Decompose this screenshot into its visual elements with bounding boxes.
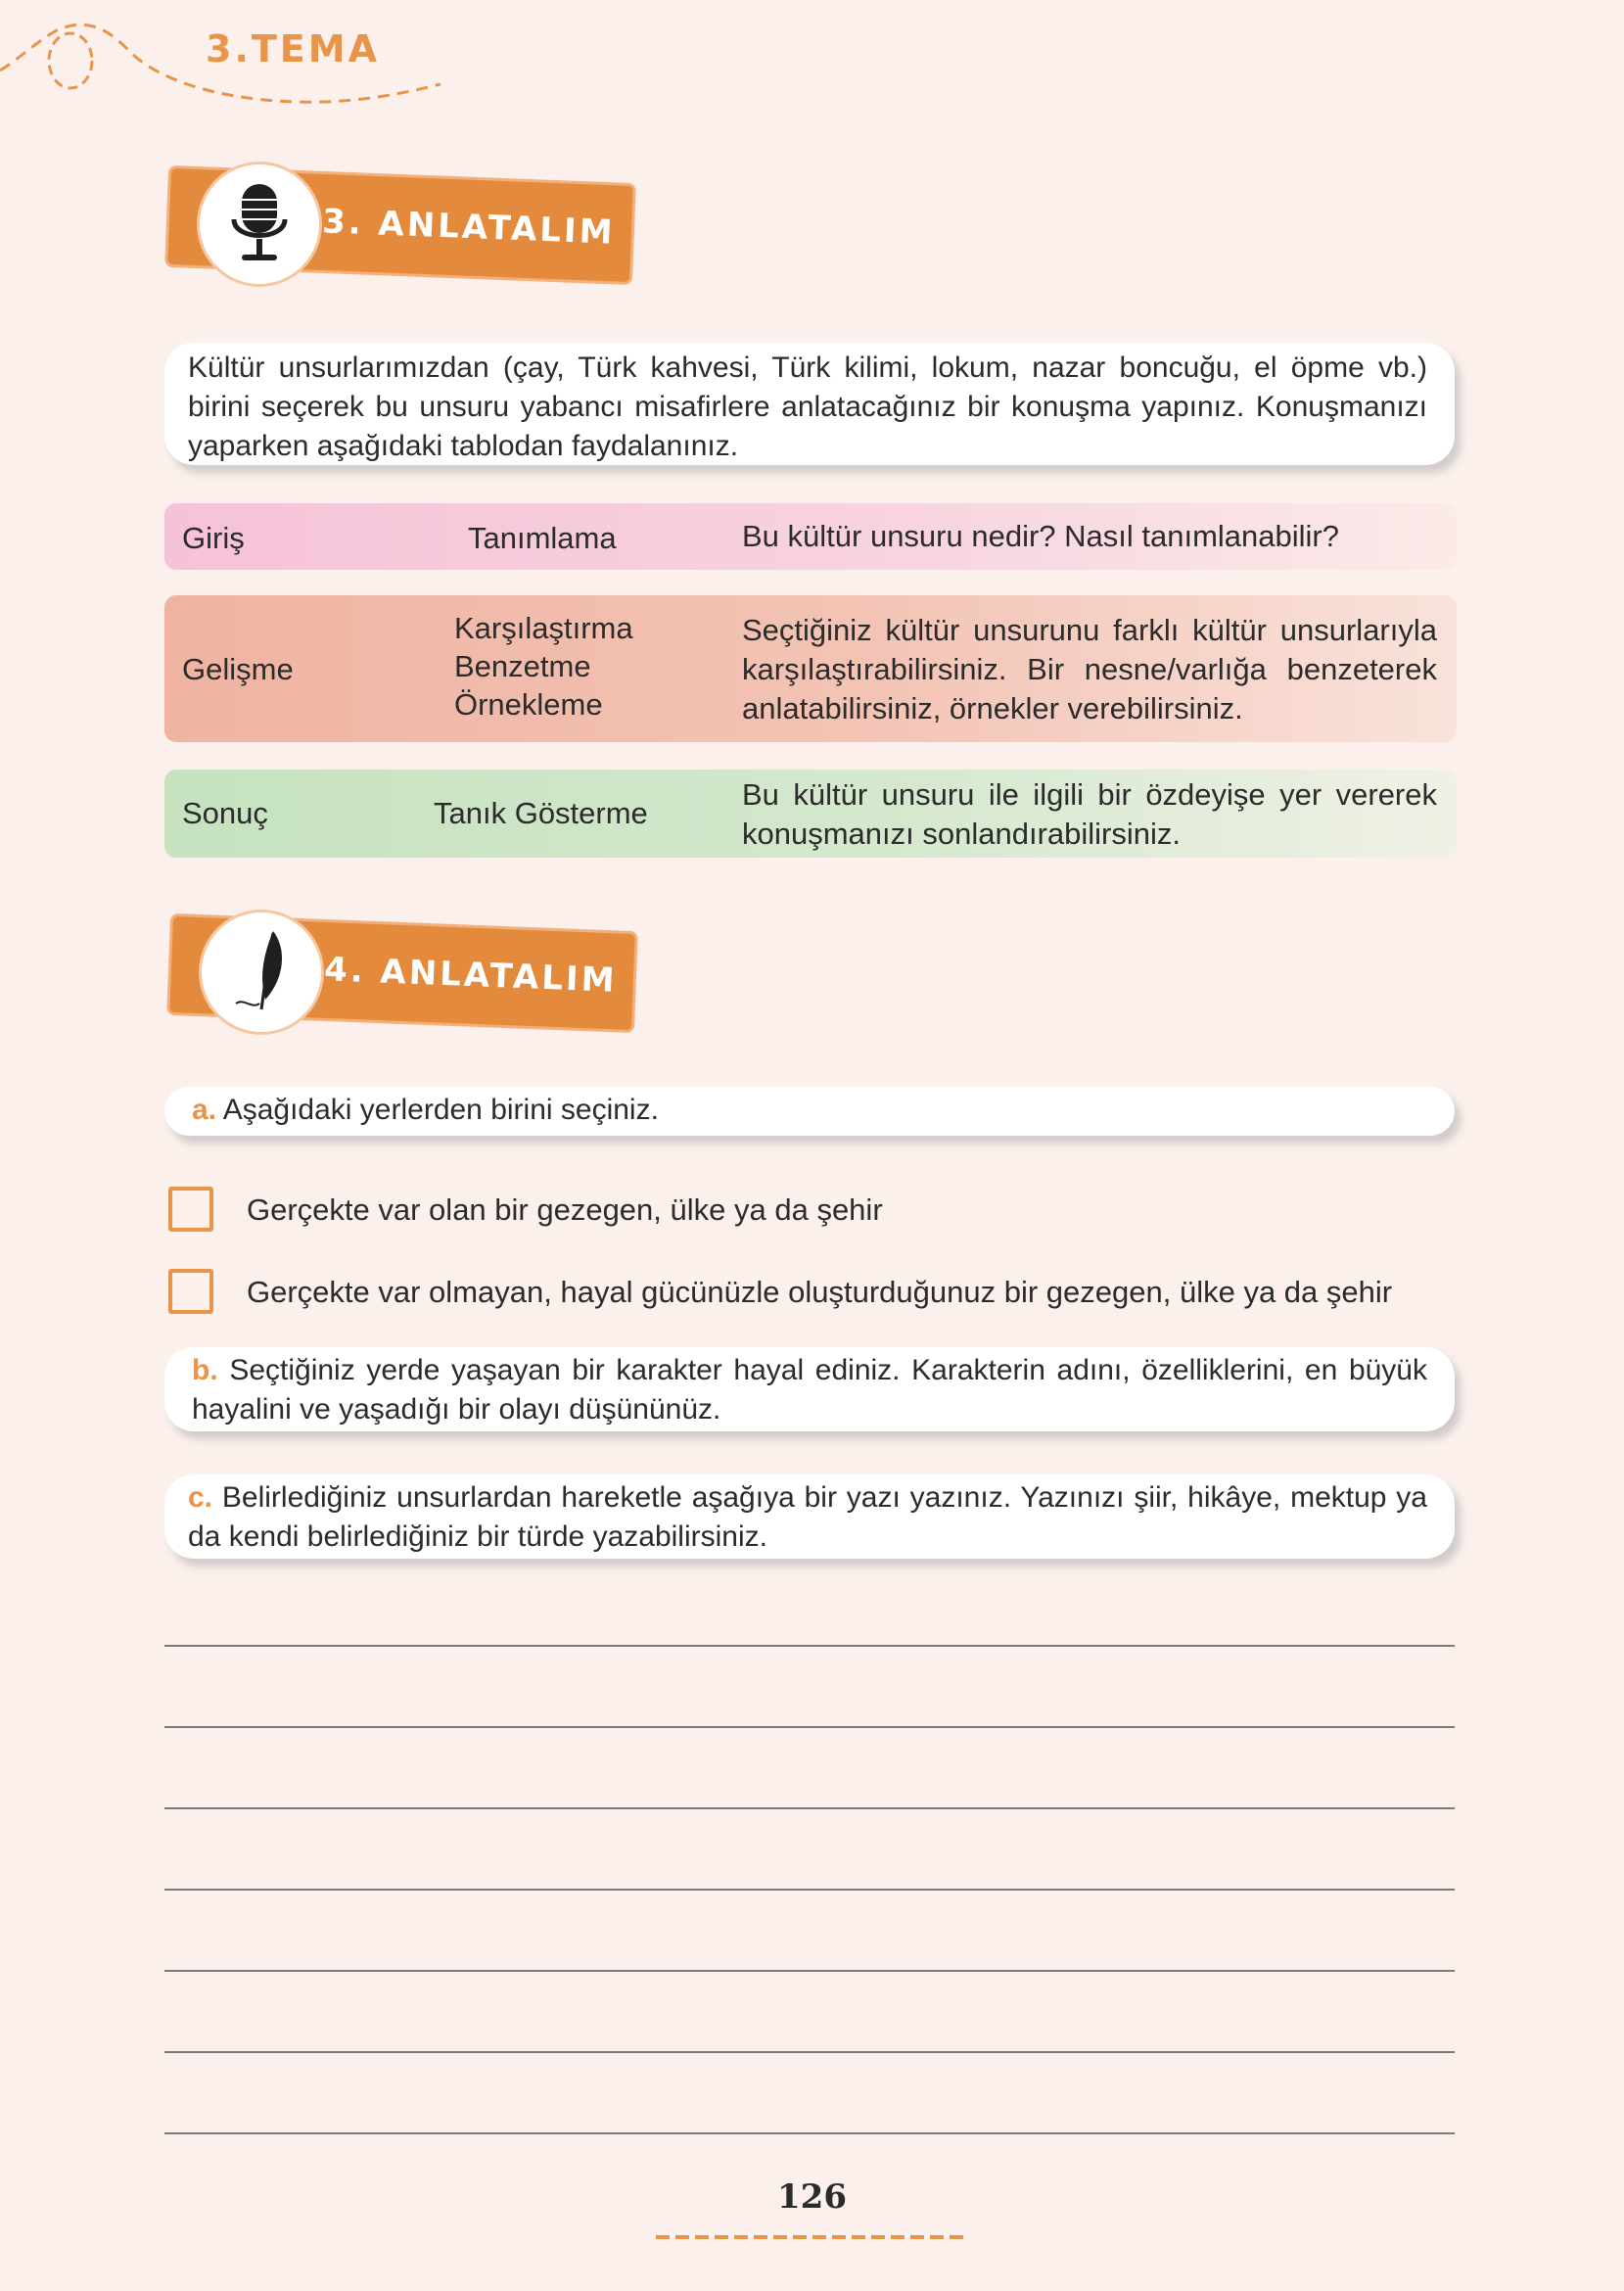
section4-title: 4. ANLATALIM [323,950,619,1001]
row-question: Seçtiğiniz kültür unsurunu farklı kültür unsurlarıyla karşılaştırabilirsiniz. Bir nesne/varlığa benzeterek anlatabilirsiniz, örnekler verebilirsiniz. [742,613,1437,725]
item-a [164,1087,1455,1136]
option-imaginary-place-checkbox[interactable] [168,1269,213,1314]
writing-line[interactable] [164,1807,1455,1809]
section3-title: 3. ANLATALIM [321,202,617,253]
row-part: Giriş [182,521,245,555]
row-method: Örnekleme [454,687,603,722]
section3-banner [161,161,650,293]
row-method: Benzetme [454,649,591,683]
section4-banner [162,909,652,1041]
writing-line[interactable] [164,1726,1455,1728]
section3-instruction-text: Kültür unsurlarımızdan (çay, Türk kahvesi, Türk kilimi, lokum, nazar boncuğu, el öpme vb.) birini seçerek bu unsuru yabancı misafirlere anlatacağınız bir konuşma yapınız. Konuşmanızı yaparken aşağıdaki tablodan faydalanınız. [188,351,1427,462]
writing-line[interactable] [164,2132,1455,2134]
row-question: Bu kültür unsuru ile ilgili bir özdeyişe yer vererek konuşmanızı sonlandırabilirsiniz. [742,777,1437,851]
page-number-underline [656,2232,969,2242]
row-method: Karşılaştırma [454,611,633,645]
item-c-text: Belirlediğiniz unsurlardan hareketle aşağıya bir yazı yazınız. Yazınızı şiir, hikâye, mektup ya da kendi belirlediğiniz bir türde yazabilirsiniz. [188,1481,1427,1553]
microphone-icon [200,164,319,284]
option-real-place-label: Gerçekte var olan bir gezegen, ülke ya da şehir [247,1192,883,1227]
writing-line[interactable] [164,1970,1455,1972]
option-real-place-checkbox[interactable] [168,1187,213,1232]
item-c [164,1474,1455,1559]
item-b-text: Seçtiğiniz yerde yaşayan bir karakter hayal ediniz. Karakterin adını, özelliklerini, en büyük hayalini ve yaşadığı bir olayı düşününüz. [192,1354,1427,1426]
theme-title: 3.TEMA [206,27,380,70]
row-part: Gelişme [182,652,294,686]
item-a-letter: a. [192,1094,217,1126]
table-row-sonuc [164,770,1457,858]
item-b-letter: b. [192,1354,218,1386]
table-row-gelisme [164,595,1457,742]
item-b [164,1347,1455,1431]
quill-feather-icon [202,912,321,1032]
option-imaginary-place-label: Gerçekte var olmayan, hayal gücünüzle oluşturduğunuz bir gezegen, ülke ya da şehir [247,1275,1393,1309]
row-method: Tanımlama [468,521,617,555]
writing-line[interactable] [164,1645,1455,1647]
section3-instruction [164,343,1455,465]
page-number: 126 [777,2177,847,2217]
writing-line[interactable] [164,2051,1455,2053]
row-part: Sonuç [182,796,268,830]
row-method: Tanık Gösterme [434,796,648,830]
row-question: Bu kültür unsuru nedir? Nasıl tanımlanabilir? [742,519,1339,553]
item-a-text: Aşağıdaki yerlerden birini seçiniz. [222,1094,659,1126]
table-row-giris [164,503,1457,570]
item-c-letter: c. [188,1481,213,1514]
writing-line[interactable] [164,1889,1455,1891]
